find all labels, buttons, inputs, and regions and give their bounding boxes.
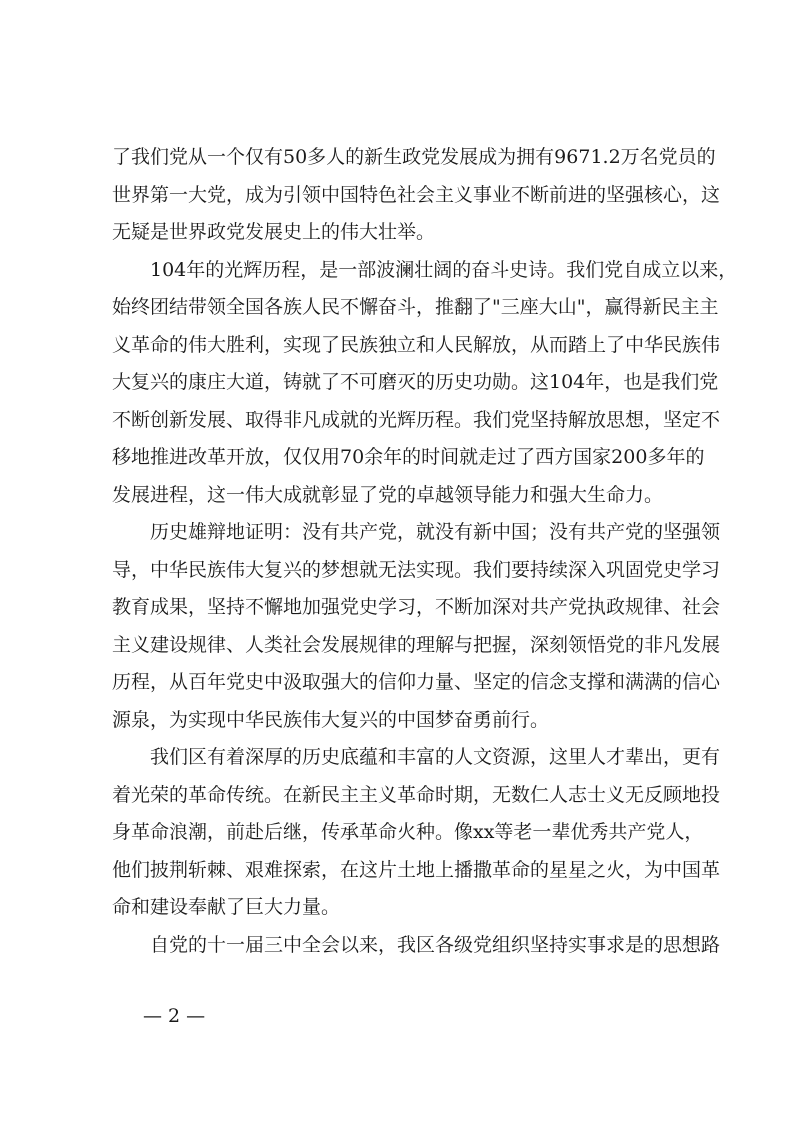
paragraph-1 xyxy=(112,139,721,252)
text-line: 源泉，为实现中华民族伟大复兴的中国梦奋勇前行。 xyxy=(112,708,550,731)
text-line: 大复兴的康庄大道，铸就了不可磨灭的历史功勋。这104年，也是我们党 xyxy=(112,371,719,393)
text-line: 主义建设规律、人类社会发展规律的理解与把握，深刻领悟党的非凡发展 xyxy=(112,633,721,656)
document-body xyxy=(112,139,738,964)
text-line: 导，中华民族伟大复兴的梦想就无法实现。我们要持续深入巩固党史学习 xyxy=(112,558,721,581)
text-line: 移地推进改革开放，仅仅用70余年的时间就走过了西方国家200多年的 xyxy=(112,446,705,468)
text-line: 历史雄辩地证明：没有共产党，就没有新中国；没有共产党的坚强领 xyxy=(150,521,721,543)
text-line: 我们区有着深厚的历史底蕴和丰富的人文资源，这里人才辈出，更有 xyxy=(150,746,721,768)
text-line: 自党的十一届三中全会以来，我区各级党组织坚持实事求是的思想路 xyxy=(150,933,721,956)
text-line: 始终团结带领全国各族人民不懈奋斗，推翻了"三座大山"，赢得新民主主 xyxy=(112,296,719,318)
text-line: 义革命的伟大胜利，实现了民族独立和人民解放，从而踏上了中华民族伟 xyxy=(112,333,721,356)
text-line: 命和建设奉献了巨大力量。 xyxy=(112,896,341,918)
paragraph-4 xyxy=(112,739,721,927)
text-line: 他们披荆斩棘、艰难探索，在这片土地上播撒革命的星星之火，为中国革 xyxy=(112,858,721,881)
text-line: 了我们党从一个仅有50多人的新生政党发展成为拥有9671.2万名党员的 xyxy=(112,146,716,168)
text-line: 发展进程，这一伟大成就彰显了党的卓越领导能力和强大生命力。 xyxy=(112,483,664,506)
paragraph-5 xyxy=(112,927,721,965)
page-number: — 2 — xyxy=(143,1005,206,1027)
text-line: 着光荣的革命传统。在新民主主义革命时期，无数仁人志士义无反顾地投 xyxy=(112,783,721,806)
paragraph-2 xyxy=(112,252,738,515)
text-line: 教育成果，坚持不懈地加强党史学习，不断加深对共产党执政规律、社会 xyxy=(112,596,721,618)
text-line: 身革命浪潮，前赴后继，传承革命火种。像xx等老一辈优秀共产党人， xyxy=(112,821,704,843)
text-line: 世界第一大党，成为引领中国特色社会主义事业不断前进的坚强核心，这 xyxy=(112,183,721,206)
paragraph-3 xyxy=(112,514,721,739)
text-line: 不断创新发展、取得非凡成就的光辉历程。我们党坚持解放思想，坚定不 xyxy=(112,408,721,431)
text-line: 无疑是世界政党发展史上的伟大壮举。 xyxy=(112,221,436,243)
text-line: 历程，从百年党史中汲取强大的信仰力量、坚定的信念支撑和满满的信心 xyxy=(112,671,721,693)
text-line: 104年的光辉历程，是一部波澜壮阔的奋斗史诗。我们党自成立以来， xyxy=(150,258,738,281)
